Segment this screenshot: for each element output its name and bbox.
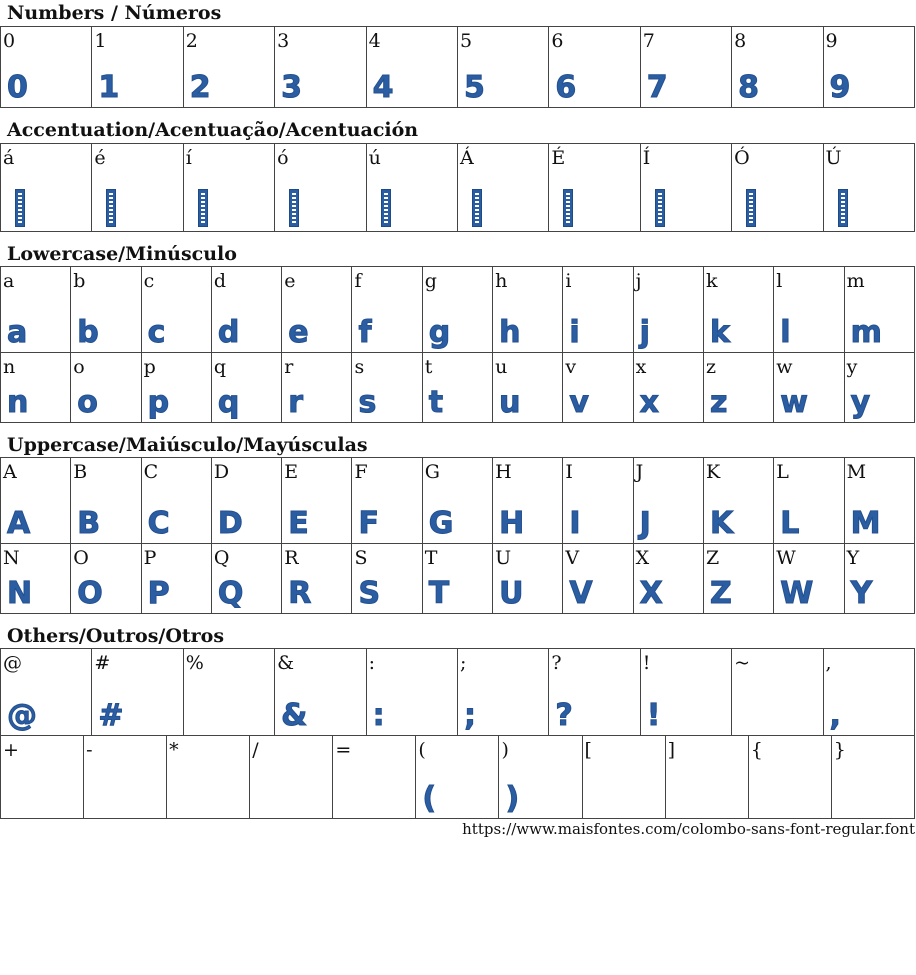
character-label: a (3, 270, 15, 292)
glyph-cell (748, 736, 831, 819)
character-label: T (424, 547, 438, 569)
glyph-cell (844, 267, 914, 353)
character-label: á (3, 147, 15, 169)
character-label: , (825, 652, 832, 674)
character-label: 1 (94, 30, 107, 52)
glyph-cell (422, 267, 492, 353)
glyph-cell (211, 458, 281, 544)
glyph-cell (71, 267, 141, 353)
font-glyph-sample: N (7, 576, 33, 611)
others-heading: Others/Outros/Otros (7, 625, 225, 647)
glyph-cell (774, 267, 844, 353)
glyph-cell (352, 544, 422, 614)
glyph-cell (774, 353, 844, 423)
missing-glyph-icon (289, 189, 299, 227)
character-label: Ó (734, 147, 750, 169)
glyph-cell (703, 267, 773, 353)
glyph-cell (703, 353, 773, 423)
glyph-cell (823, 649, 914, 736)
glyph-cell (633, 353, 703, 423)
glyph-cell (275, 27, 366, 108)
glyph-cell (366, 649, 457, 736)
glyph-cell (563, 544, 633, 614)
character-label: { (750, 739, 763, 761)
character-label: ! (642, 652, 651, 674)
character-label: Y (846, 547, 860, 569)
font-glyph-sample: 3 (281, 70, 303, 105)
missing-glyph-icon (381, 189, 391, 227)
glyph-cell (563, 267, 633, 353)
font-glyph-sample: v (569, 385, 589, 420)
accentuation-table (0, 143, 915, 232)
font-glyph-sample: ) (505, 781, 520, 816)
glyph-cell (1, 144, 92, 232)
font-glyph-sample: : (372, 698, 385, 733)
character-label: F (354, 461, 368, 483)
character-label: K (705, 461, 721, 483)
character-label: w (776, 356, 793, 378)
glyph-cell (1, 544, 71, 614)
character-label: c (143, 270, 155, 292)
glyph-cell (823, 144, 914, 232)
glyph-cell (282, 458, 352, 544)
glyph-cell (1, 649, 92, 736)
character-label: % (185, 652, 204, 674)
glyph-cell (640, 144, 731, 232)
glyph-cell (774, 544, 844, 614)
character-label: 9 (825, 30, 838, 52)
character-label: 6 (551, 30, 564, 52)
missing-glyph-icon (106, 189, 116, 227)
glyph-cell (457, 27, 548, 108)
missing-glyph-icon (198, 189, 208, 227)
others-table-1 (0, 648, 915, 736)
font-glyph-sample: z (709, 385, 728, 420)
character-label: C (143, 461, 159, 483)
source-url[interactable]: https://www.maisfontes.com/colombo-sans-font-regular.font (462, 820, 915, 838)
character-label: * (169, 739, 179, 761)
glyph-cell (823, 27, 914, 108)
font-glyph-sample: f (358, 315, 372, 350)
glyph-cell (183, 144, 274, 232)
font-glyph-sample: S (358, 576, 381, 611)
character-label: ~ (734, 652, 751, 674)
font-glyph-sample: B (77, 506, 101, 541)
glyph-cell (549, 144, 640, 232)
glyph-cell (563, 458, 633, 544)
font-glyph-sample: H (499, 506, 525, 541)
font-glyph-sample: s (358, 385, 377, 420)
font-glyph-sample: ( (422, 781, 437, 816)
font-glyph-sample: F (358, 506, 379, 541)
font-glyph-sample: n (7, 385, 29, 420)
character-label: L (776, 461, 789, 483)
character-label: ? (551, 652, 562, 674)
character-label: j (635, 270, 642, 292)
font-glyph-sample: k (709, 315, 730, 350)
character-label: / (252, 739, 259, 761)
glyph-cell (499, 736, 582, 819)
character-label: n (3, 356, 16, 378)
glyph-cell (422, 458, 492, 544)
character-label: é (94, 147, 106, 169)
glyph-cell (211, 353, 281, 423)
character-label: X (635, 547, 650, 569)
character-label: @ (3, 652, 22, 674)
glyph-cell (831, 736, 914, 819)
character-label: ú (368, 147, 381, 169)
font-glyph-sample: q (217, 385, 240, 420)
font-glyph-sample: C (147, 506, 170, 541)
font-glyph-sample: , (829, 698, 841, 733)
character-label: í (185, 147, 192, 169)
glyph-cell (640, 649, 731, 736)
font-glyph-sample: V (569, 576, 593, 611)
font-glyph-sample: 2 (189, 70, 211, 105)
character-label: y (846, 356, 858, 378)
font-glyph-sample: G (428, 506, 454, 541)
character-label: ó (277, 147, 289, 169)
character-label: 7 (642, 30, 655, 52)
character-label: = (335, 739, 352, 761)
font-glyph-sample: a (7, 315, 28, 350)
character-label: M (846, 461, 867, 483)
glyph-cell (141, 267, 211, 353)
character-label: + (3, 739, 19, 761)
character-label: # (94, 652, 111, 674)
glyph-cell (250, 736, 333, 819)
character-label: O (73, 547, 89, 569)
glyph-cell (844, 544, 914, 614)
character-label: 5 (459, 30, 473, 52)
character-label: N (3, 547, 20, 569)
font-glyph-sample: l (780, 315, 791, 350)
font-glyph-sample: 5 (463, 70, 485, 105)
numbers-heading: Numbers / Números (7, 2, 222, 24)
glyph-cell (282, 267, 352, 353)
character-label: 4 (368, 30, 381, 52)
numbers-table (0, 26, 915, 108)
character-label: d (213, 270, 227, 292)
glyph-cell (282, 544, 352, 614)
character-label: 8 (734, 30, 747, 52)
font-glyph-sample: Q (217, 576, 244, 611)
font-glyph-sample: 4 (372, 70, 394, 105)
font-glyph-sample: 7 (646, 70, 668, 105)
glyph-cell (549, 27, 640, 108)
glyph-cell (1, 736, 84, 819)
missing-glyph-icon (15, 189, 25, 227)
glyph-cell (774, 458, 844, 544)
glyph-cell (1, 458, 71, 544)
font-glyph-sample: u (499, 385, 521, 420)
font-glyph-sample: t (428, 385, 444, 420)
glyph-cell (211, 544, 281, 614)
glyph-cell (416, 736, 499, 819)
glyph-cell (352, 267, 422, 353)
glyph-cell (732, 144, 823, 232)
glyph-cell (183, 649, 274, 736)
lowercase-heading: Lowercase/Minúsculo (7, 243, 237, 265)
character-label: p (143, 356, 156, 378)
font-glyph-sample: # (98, 698, 124, 733)
character-label: G (424, 461, 440, 483)
character-label: U (495, 547, 512, 569)
glyph-cell (703, 544, 773, 614)
missing-glyph-icon (655, 189, 665, 227)
font-glyph-sample: I (569, 506, 581, 541)
character-label: - (86, 739, 93, 761)
glyph-cell (633, 458, 703, 544)
character-label: b (73, 270, 86, 292)
glyph-cell (665, 736, 748, 819)
glyph-cell (493, 544, 563, 614)
glyph-cell (582, 736, 665, 819)
glyph-cell (422, 544, 492, 614)
glyph-cell (422, 353, 492, 423)
font-glyph-sample: Z (709, 576, 732, 611)
glyph-cell (640, 27, 731, 108)
character-label: A (3, 461, 17, 483)
font-glyph-sample: K (709, 506, 734, 541)
font-glyph-sample: A (7, 506, 31, 541)
character-label: l (776, 270, 783, 292)
glyph-cell (333, 736, 416, 819)
character-label: } (833, 739, 846, 761)
glyph-cell (282, 353, 352, 423)
font-glyph-sample: M (850, 506, 881, 541)
glyph-cell (71, 353, 141, 423)
accentuation-heading: Accentuation/Acentuação/Acentuación (7, 119, 419, 141)
character-label: e (284, 270, 296, 292)
uppercase-heading: Uppercase/Maiúsculo/Mayúsculas (7, 434, 368, 456)
missing-glyph-icon (838, 189, 848, 227)
font-glyph-sample: 8 (738, 70, 759, 105)
font-glyph-sample: R (288, 576, 312, 611)
glyph-cell (366, 144, 457, 232)
character-label: W (776, 547, 796, 569)
glyph-cell (732, 649, 823, 736)
character-label: 2 (185, 30, 198, 52)
font-glyph-sample: E (288, 506, 309, 541)
missing-glyph-icon (563, 189, 573, 227)
glyph-cell (633, 544, 703, 614)
character-label: ] (667, 739, 676, 761)
character-label: z (705, 356, 716, 378)
glyph-cell (167, 736, 250, 819)
glyph-cell (141, 544, 211, 614)
character-label: 0 (3, 30, 16, 52)
glyph-cell (563, 353, 633, 423)
font-glyph-sample: x (639, 385, 660, 420)
glyph-cell (493, 267, 563, 353)
glyph-cell (71, 458, 141, 544)
character-label: Z (705, 547, 720, 569)
glyph-cell (366, 27, 457, 108)
missing-glyph-icon (746, 189, 756, 227)
character-label: E (284, 461, 299, 483)
glyph-cell (1, 27, 92, 108)
glyph-cell (92, 649, 183, 736)
character-label: É (551, 147, 566, 169)
glyph-cell (141, 458, 211, 544)
character-label: g (424, 270, 437, 292)
glyph-cell (493, 458, 563, 544)
glyph-cell (703, 458, 773, 544)
glyph-cell (92, 144, 183, 232)
character-label: I (565, 461, 573, 483)
character-label: H (495, 461, 512, 483)
glyph-cell (457, 144, 548, 232)
glyph-cell (493, 353, 563, 423)
character-label: V (565, 547, 580, 569)
character-label: ) (501, 739, 509, 761)
font-glyph-sample: @ (7, 698, 37, 733)
missing-glyph-icon (472, 189, 482, 227)
glyph-cell (211, 267, 281, 353)
font-glyph-sample: d (217, 315, 240, 350)
character-label: m (846, 270, 865, 292)
font-glyph-sample: ; (463, 698, 476, 733)
character-label: & (277, 652, 295, 674)
character-label: q (213, 356, 227, 378)
character-label: f (354, 270, 362, 292)
character-label: [ (584, 739, 592, 761)
font-glyph-sample: U (499, 576, 524, 611)
glyph-cell (275, 144, 366, 232)
character-label: ; (459, 652, 467, 674)
font-glyph-sample: c (147, 315, 166, 350)
character-label: o (73, 356, 85, 378)
font-glyph-sample: ! (646, 698, 661, 733)
character-label: v (565, 356, 577, 378)
glyph-cell (732, 27, 823, 108)
character-label: t (424, 356, 433, 378)
character-label: i (565, 270, 572, 292)
character-label: S (354, 547, 368, 569)
character-label: R (284, 547, 299, 569)
font-glyph-sample: W (780, 576, 814, 611)
glyph-cell (275, 649, 366, 736)
font-glyph-sample: m (850, 315, 882, 350)
character-label: Á (459, 147, 474, 169)
glyph-cell (92, 27, 183, 108)
font-glyph-sample: D (217, 506, 243, 541)
font-glyph-sample: 1 (98, 70, 120, 105)
font-glyph-sample: j (639, 315, 650, 350)
character-label: h (495, 270, 508, 292)
glyph-cell (549, 649, 640, 736)
glyph-cell (844, 353, 914, 423)
character-label: P (143, 547, 157, 569)
font-glyph-sample: r (288, 385, 303, 420)
font-glyph-sample: Y (850, 576, 873, 611)
font-glyph-sample: 0 (7, 70, 28, 105)
font-glyph-sample: ? (555, 698, 573, 733)
glyph-cell (1, 267, 71, 353)
font-glyph-sample: P (147, 576, 170, 611)
character-label: s (354, 356, 365, 378)
font-glyph-sample: h (499, 315, 521, 350)
font-glyph-sample: 9 (829, 70, 851, 105)
glyph-cell (844, 458, 914, 544)
character-label: ( (418, 739, 426, 761)
glyph-cell (633, 267, 703, 353)
font-glyph-sample: X (639, 576, 663, 611)
font-glyph-sample: y (850, 385, 871, 420)
font-glyph-sample: e (288, 315, 309, 350)
lowercase-table (0, 266, 915, 423)
character-label: Q (213, 547, 230, 569)
uppercase-table (0, 457, 915, 614)
font-glyph-sample: L (780, 506, 800, 541)
character-label: J (635, 461, 644, 483)
font-glyph-sample: g (428, 315, 451, 350)
glyph-cell (352, 458, 422, 544)
character-label: Ú (825, 147, 842, 169)
font-glyph-sample: i (569, 315, 580, 350)
character-label: : (368, 652, 375, 674)
character-label: k (705, 270, 718, 292)
character-label: r (284, 356, 294, 378)
font-glyph-sample: b (77, 315, 99, 350)
character-label: B (73, 461, 88, 483)
character-label: 3 (277, 30, 290, 52)
font-glyph-sample: & (281, 698, 308, 733)
glyph-cell (141, 353, 211, 423)
glyph-cell (84, 736, 167, 819)
glyph-cell (71, 544, 141, 614)
character-label: Í (642, 147, 651, 169)
font-glyph-sample: T (428, 576, 450, 611)
glyph-cell (183, 27, 274, 108)
font-glyph-sample: J (639, 506, 651, 541)
glyph-cell (352, 353, 422, 423)
font-glyph-sample: O (77, 576, 103, 611)
character-label: u (495, 356, 508, 378)
font-glyph-sample: 6 (555, 70, 577, 105)
font-glyph-sample: o (77, 385, 98, 420)
others-table-2 (0, 735, 915, 819)
font-glyph-sample: w (780, 385, 808, 420)
font-glyph-sample: p (147, 385, 170, 420)
character-label: x (635, 356, 647, 378)
glyph-cell (457, 649, 548, 736)
glyph-cell (1, 353, 71, 423)
character-label: D (213, 461, 230, 483)
